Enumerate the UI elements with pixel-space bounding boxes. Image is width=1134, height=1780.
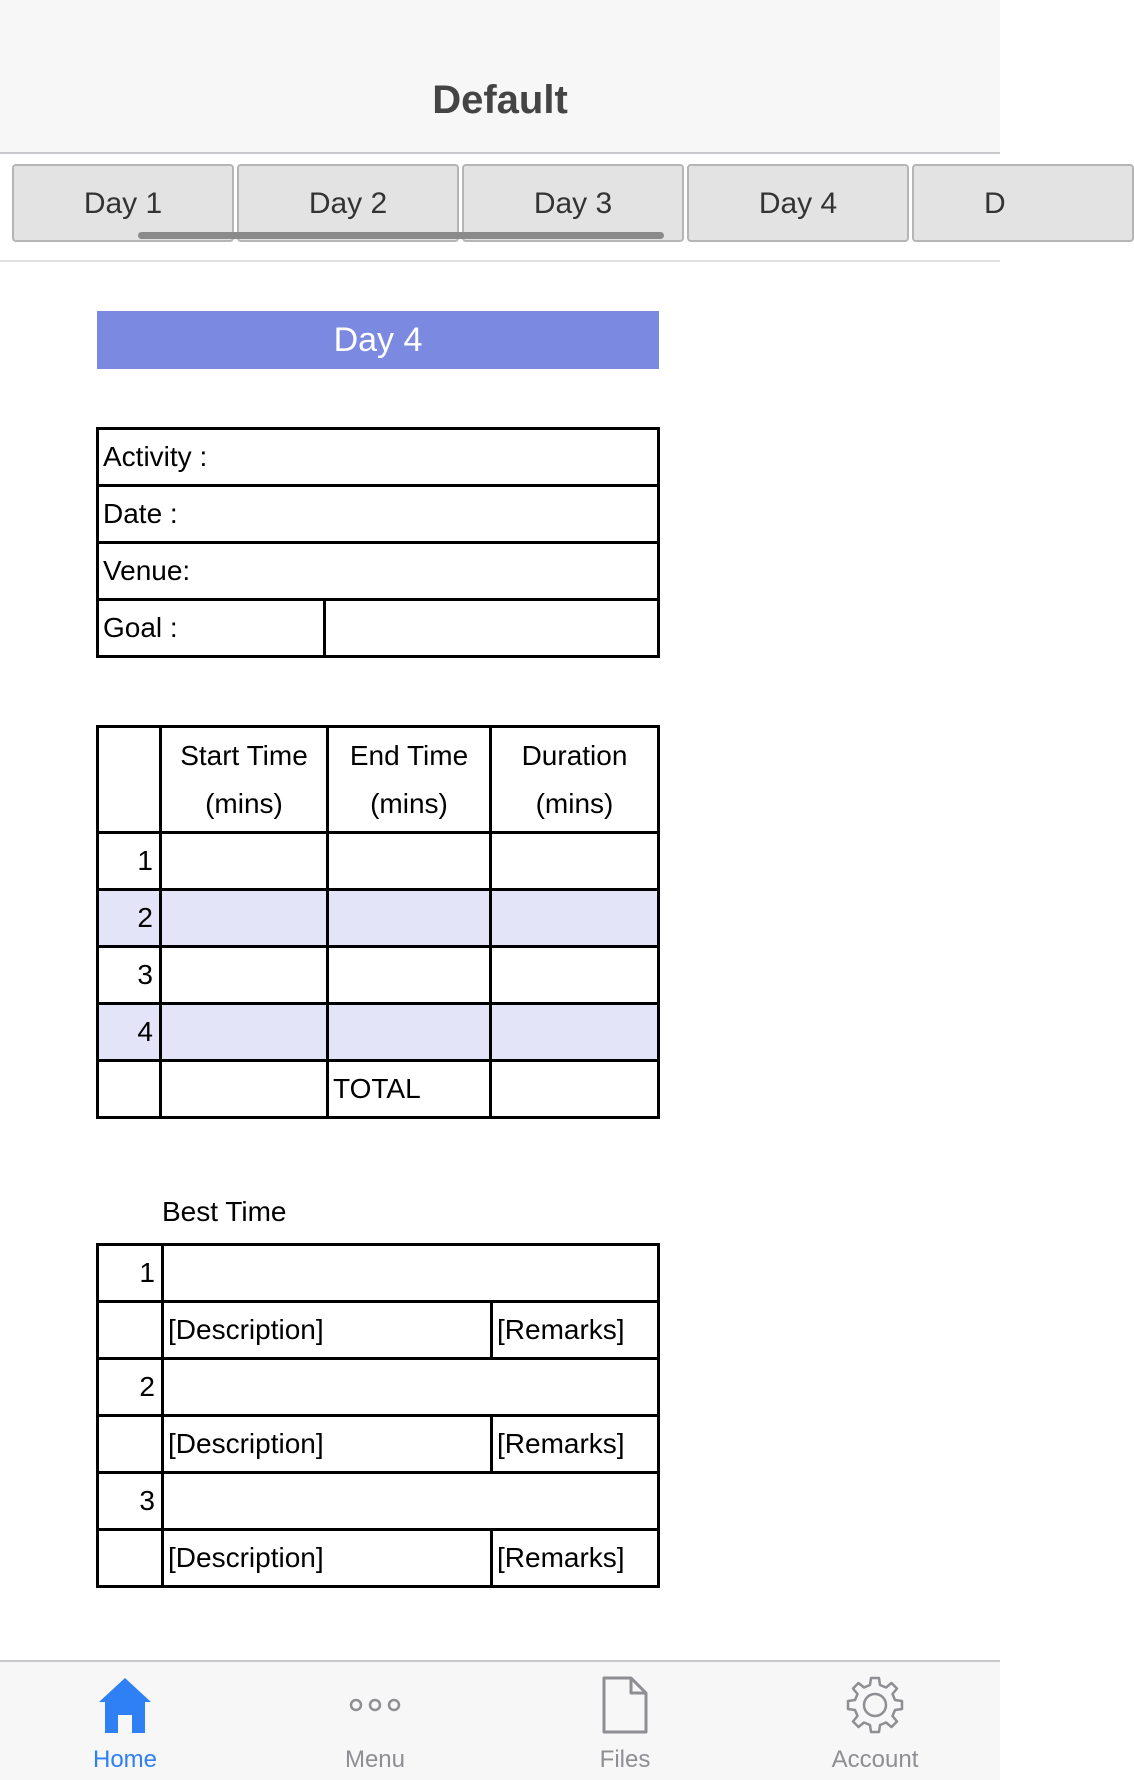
start-time-header-unit: (mins) [205,787,283,819]
best-time-table [96,1243,660,1588]
times-header-empty [98,727,161,833]
row-number: 4 [98,1004,161,1061]
start-time-header-title: Start Time [180,739,308,771]
start-time-cell[interactable] [161,947,328,1004]
tab-day-4[interactable]: Day 4 [687,164,909,242]
duration-cell[interactable] [491,833,659,890]
bottom-tab-bar [0,1660,1000,1780]
end-time-header-unit: (mins) [370,787,448,819]
best-time-detail-empty [98,1530,163,1587]
best-time-number: 2 [98,1359,163,1416]
table-row [98,947,659,1004]
best-time-description[interactable]: [Description] [163,1302,492,1359]
gear-icon [795,1672,955,1738]
start-time-cell[interactable] [161,833,328,890]
venue-row [98,543,659,600]
table-row [98,833,659,890]
end-time-cell[interactable] [328,833,491,890]
end-time-cell[interactable] [328,947,491,1004]
best-time-number: 3 [98,1473,163,1530]
navigation-bar [0,0,1000,154]
best-time-row [98,1359,659,1416]
venue-label[interactable]: Venue: [98,543,659,600]
tabbar-home[interactable] [45,1672,205,1778]
row-number: 1 [98,833,161,890]
best-time-value-cell[interactable] [163,1359,659,1416]
best-time-row [98,1245,659,1302]
duration-header-unit: (mins) [535,787,614,819]
best-time-value-cell[interactable] [163,1473,659,1530]
times-table [96,725,660,1119]
best-time-description[interactable]: [Description] [163,1416,492,1473]
best-time-remarks[interactable]: [Remarks] [492,1530,659,1587]
best-time-detail-row [98,1530,659,1587]
tabbar-menu-label: Menu [344,1746,406,1773]
duration-cell[interactable] [491,947,659,1004]
best-time-remarks[interactable]: [Remarks] [492,1302,659,1359]
best-time-detail-empty [98,1302,163,1359]
total-row-empty [161,1061,328,1118]
goal-label: Goal : [98,600,325,657]
times-header-row [98,727,659,833]
page-title: Default [432,78,568,122]
date-row [98,486,659,543]
tab-day-2[interactable]: Day 2 [237,164,459,242]
day-banner: Day 4 [97,311,659,369]
best-time-detail-empty [98,1416,163,1473]
day-tab-strip[interactable] [0,154,1006,262]
start-time-cell[interactable] [161,890,328,947]
horizontal-scroll-indicator[interactable] [138,232,664,239]
home-icon [45,1672,205,1738]
goal-value-cell[interactable] [325,600,659,657]
best-time-detail-row [98,1416,659,1473]
table-row [98,1004,659,1061]
tabbar-account-label: Account [831,1746,919,1773]
end-time-cell[interactable] [328,890,491,947]
more-dots-icon [295,1672,455,1738]
date-label[interactable]: Date : [98,486,659,543]
duration-header [491,727,659,833]
duration-cell[interactable] [491,890,659,947]
duration-header-title: Duration [521,739,628,771]
best-time-description[interactable]: [Description] [163,1530,492,1587]
file-icon [545,1672,705,1738]
tabbar-home-label: Home [92,1746,158,1773]
total-duration-cell[interactable] [491,1061,659,1118]
start-time-cell[interactable] [161,1004,328,1061]
tab-day-3[interactable]: Day 3 [462,164,684,242]
total-label: TOTAL [328,1061,491,1118]
table-row [98,890,659,947]
total-row-empty [98,1061,161,1118]
tabbar-files[interactable] [545,1672,705,1778]
goal-row [98,600,659,657]
tabbar-account[interactable] [795,1672,955,1778]
end-time-cell[interactable] [328,1004,491,1061]
best-time-detail-row [98,1302,659,1359]
tabbar-files-label: Files [599,1746,651,1773]
tabbar-menu[interactable] [295,1672,455,1778]
info-table [96,427,660,658]
activity-row [98,429,659,486]
row-number: 3 [98,947,161,1004]
end-time-header [328,727,491,833]
best-time-value-cell[interactable] [163,1245,659,1302]
start-time-header [161,727,328,833]
best-time-row [98,1473,659,1530]
best-time-remarks[interactable]: [Remarks] [492,1416,659,1473]
tab-day-5[interactable]: D [912,164,1134,242]
activity-label[interactable]: Activity : [98,429,659,486]
best-time-label: Best Time [162,1196,287,1227]
duration-cell[interactable] [491,1004,659,1061]
best-time-number: 1 [98,1245,163,1302]
row-number: 2 [98,890,161,947]
tab-day-1[interactable]: Day 1 [12,164,234,242]
total-row [98,1061,659,1118]
end-time-header-title: End Time [349,739,469,771]
